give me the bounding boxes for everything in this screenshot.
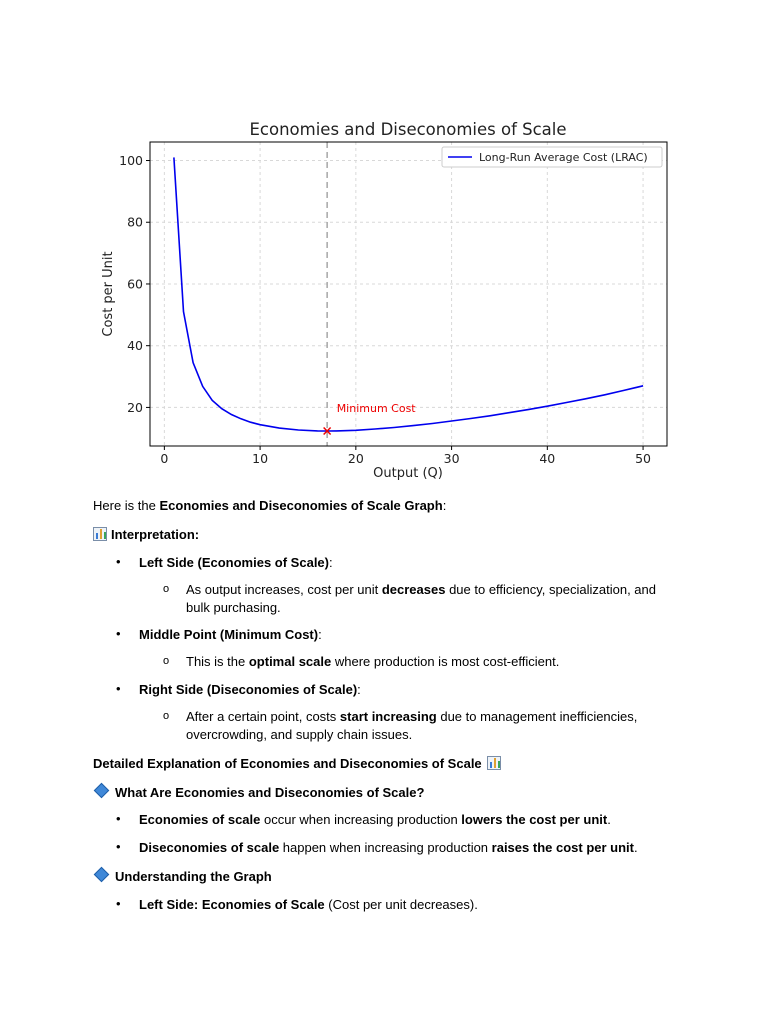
what-are-heading bbox=[93, 784, 424, 801]
intro-bold: Economies and Diseconomies of Scale Graph bbox=[159, 498, 443, 513]
x-axis-label: Output (Q) bbox=[373, 466, 443, 481]
right-side-colon: : bbox=[357, 682, 361, 697]
y-tick-label: 100 bbox=[119, 153, 143, 169]
bullet-dot: • bbox=[116, 896, 121, 911]
left-side-colon: : bbox=[329, 555, 333, 570]
eos-bold2: lowers the cost per unit bbox=[461, 812, 608, 827]
left-sub-bold: decreases bbox=[381, 582, 446, 597]
right-sub-bold: start increasing bbox=[339, 709, 437, 724]
right-side-sub-line2: overcrowding, and supply chain issues. bbox=[186, 727, 413, 742]
dos-mid: happen when increasing production bbox=[279, 840, 492, 855]
bar-chart-icon bbox=[487, 756, 501, 770]
blue-diamond-icon bbox=[94, 783, 110, 799]
x-tick-label: 0 bbox=[160, 451, 169, 466]
legend-label-lrac: Long-Run Average Cost (LRAC) bbox=[479, 151, 648, 164]
bullet-dot: • bbox=[116, 626, 121, 641]
eos-mid: occur when increasing production bbox=[260, 812, 462, 827]
sub-bullet-circle: o bbox=[163, 710, 170, 722]
plot-frame bbox=[150, 142, 667, 446]
detailed-heading bbox=[93, 755, 505, 772]
left-side-item bbox=[139, 554, 333, 571]
y-axis-ticks bbox=[119, 153, 150, 415]
dos-bold: Diseconomies of scale bbox=[139, 840, 280, 855]
right-sub-text-b: due to management inefficiencies, bbox=[436, 709, 638, 724]
sub-bullet-circle: o bbox=[163, 655, 170, 667]
middle-sub-text-a: This is the bbox=[186, 654, 249, 669]
min-cost-annotation: Minimum Cost bbox=[336, 402, 416, 416]
middle-point-item bbox=[139, 626, 322, 643]
x-tick-label: 50 bbox=[635, 451, 652, 466]
x-tick-label: 30 bbox=[443, 451, 460, 466]
x-tick-label: 10 bbox=[252, 451, 269, 466]
middle-sub-text-b: where production is most cost-efficient. bbox=[331, 654, 560, 669]
dos-bold2: raises the cost per unit bbox=[491, 840, 634, 855]
bullet-dot: • bbox=[116, 681, 121, 696]
bullet-dot: • bbox=[116, 554, 121, 569]
lrac-series-line bbox=[174, 157, 643, 431]
left-side-sub-line2: bulk purchasing. bbox=[186, 600, 281, 615]
diseconomies-item bbox=[139, 839, 638, 856]
right-side-item bbox=[139, 681, 361, 698]
y-tick-label: 40 bbox=[127, 338, 143, 354]
middle-sub-line bbox=[186, 653, 559, 670]
economies-item bbox=[139, 811, 611, 828]
bar-chart-icon bbox=[93, 527, 107, 541]
ls-bold: Left Side: Economies of Scale bbox=[139, 897, 325, 912]
intro-prefix: Here is the bbox=[93, 498, 160, 513]
dos-end: . bbox=[633, 840, 638, 855]
x-tick-label: 40 bbox=[539, 451, 556, 466]
ls-rest: (Cost per unit decreases). bbox=[324, 897, 478, 912]
chart-legend bbox=[442, 147, 662, 167]
right-side-title: Right Side (Diseconomies of Scale) bbox=[139, 682, 358, 697]
bullet-dot: • bbox=[116, 839, 121, 854]
understanding-heading-text: Understanding the Graph bbox=[115, 869, 272, 884]
intro-line bbox=[93, 497, 446, 514]
middle-sub-bold: optimal scale bbox=[248, 654, 332, 669]
bullet-dot: • bbox=[116, 811, 121, 826]
understanding-heading bbox=[93, 868, 272, 885]
sub-bullet-circle: o bbox=[163, 583, 170, 595]
left-side-title: Left Side (Economies of Scale) bbox=[139, 555, 329, 570]
left-sub-text-b: due to efficiency, specialization, and bbox=[445, 582, 656, 597]
left-side-graph-item bbox=[139, 896, 478, 913]
what-are-heading-text: What Are Economies and Diseconomies of Scale? bbox=[115, 785, 425, 800]
interpretation-heading bbox=[93, 526, 199, 543]
interpretation-text: Interpretation: bbox=[111, 527, 200, 542]
y-tick-label: 60 bbox=[127, 276, 143, 292]
chart-grid bbox=[150, 142, 667, 446]
right-sub-text-a: After a certain point, costs bbox=[186, 709, 340, 724]
middle-point-colon: : bbox=[318, 627, 322, 642]
eos-end: . bbox=[607, 812, 611, 827]
detailed-heading-text: Detailed Explanation of Economies and Diseconomies of Scale bbox=[93, 756, 482, 771]
blue-diamond-icon bbox=[94, 867, 110, 883]
lrac-chart bbox=[92, 112, 682, 490]
right-side-sub-line1 bbox=[186, 708, 637, 725]
y-tick-label: 20 bbox=[127, 399, 143, 415]
y-tick-label: 80 bbox=[127, 214, 143, 230]
x-axis-ticks bbox=[160, 446, 651, 466]
intro-suffix: : bbox=[442, 498, 447, 513]
left-sub-text-a: As output increases, cost per unit bbox=[186, 582, 382, 597]
eos-bold: Economies of scale bbox=[139, 812, 261, 827]
middle-point-title: Middle Point (Minimum Cost) bbox=[139, 627, 319, 642]
y-axis-label: Cost per Unit bbox=[101, 251, 116, 337]
left-side-sub-line1 bbox=[186, 581, 656, 598]
chart-title: Economies and Diseconomies of Scale bbox=[249, 120, 567, 139]
x-tick-label: 20 bbox=[347, 451, 364, 466]
